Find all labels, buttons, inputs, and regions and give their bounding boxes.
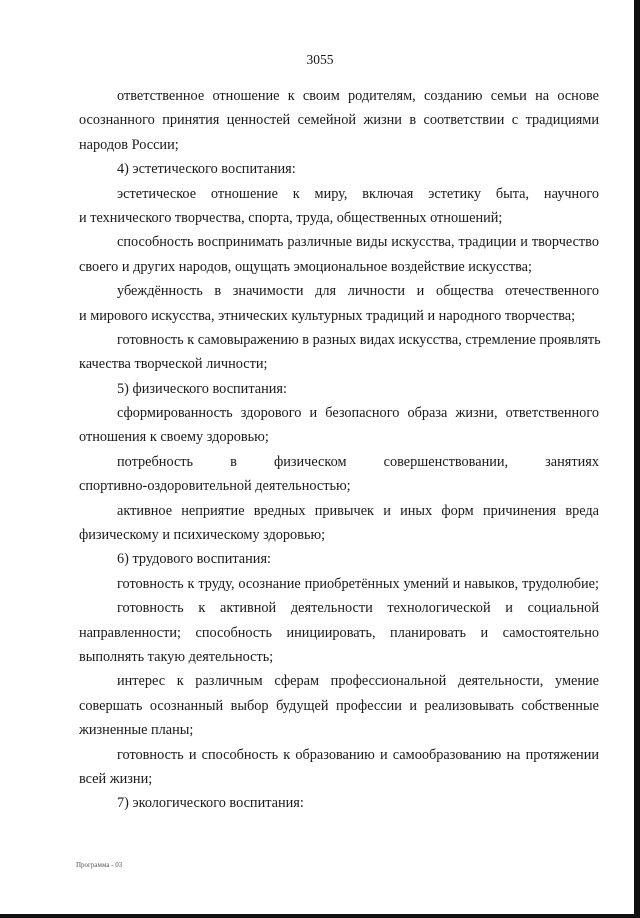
- text-line: осознанного принятия ценностей семейной жизни в соответствии с традициями: [79, 112, 599, 129]
- text-line: активное неприятие вредных привычек и иных форм причинения вреда: [117, 502, 599, 519]
- text-line: своего и других народов, ощущать эмоциональное воздействие искусства;: [79, 258, 532, 275]
- text-line: выполнять такую деятельность;: [79, 648, 274, 665]
- text-line: ответственное отношение к своим родителям, созданию семьи на основе: [117, 88, 599, 104]
- text-line: 5) физического воспитания:: [117, 380, 287, 397]
- text-line: народов России;: [79, 136, 179, 153]
- text-line: качества творческой личности;: [79, 356, 268, 373]
- text-line: 7) экологического воспитания:: [117, 795, 304, 812]
- text-line: и технического творчества, спорта, труда, общественных отношений;: [79, 209, 503, 226]
- text-line: готовность и способность к образованию и самообразованию на протяжении: [117, 746, 599, 763]
- text-line: эстетическое отношение к миру, включая эстетику быта, научного: [117, 185, 599, 202]
- text-line: жизненные планы;: [79, 722, 194, 739]
- text-line: интерес к различным сферам профессиональной деятельности, умение: [117, 673, 599, 690]
- scan-edge-bottom: [0, 914, 640, 918]
- text-line: способность воспринимать различные виды искусства, традиции и творчество: [117, 234, 599, 251]
- text-line: 4) эстетического воспитания:: [117, 161, 296, 178]
- text-line: направленности; способность инициировать, планировать и самостоятельно: [79, 624, 599, 641]
- text-line: готовность к самовыражению в разных видах искусства, стремление проявлять: [117, 331, 601, 348]
- text-line: сформированность здорового и безопасного образа жизни, ответственного: [117, 405, 599, 422]
- text-line: физическому и психическому здоровью;: [79, 527, 326, 544]
- document-body: [79, 84, 599, 816]
- text-line: совершать осознанный выбор будущей профессии и реализовывать собственные: [79, 697, 599, 714]
- text-line: спортивно-оздоровительной деятельностью;: [79, 478, 351, 495]
- text-line: всей жизни;: [79, 770, 153, 787]
- text-line: потребность в физическом совершенствовании, занятиях: [117, 453, 599, 470]
- text-line: отношения к своему здоровью;: [79, 429, 269, 446]
- scan-edge-right: [634, 0, 640, 918]
- text-line: готовность к активной деятельности технологической и социальной: [117, 600, 599, 617]
- text-line: убеждённость в значимости для личности и общества отечественного: [117, 283, 599, 300]
- text-line: и мирового искусства, этнических культурных традиций и народного творчества;: [79, 307, 576, 324]
- page-number: 3055: [306, 52, 334, 67]
- text-line: 6) трудового воспитания:: [117, 551, 271, 568]
- footer-program-label: Программа - 03: [76, 861, 123, 869]
- text-line: готовность к труду, осознание приобретённых умений и навыков, трудолюбие;: [117, 575, 599, 592]
